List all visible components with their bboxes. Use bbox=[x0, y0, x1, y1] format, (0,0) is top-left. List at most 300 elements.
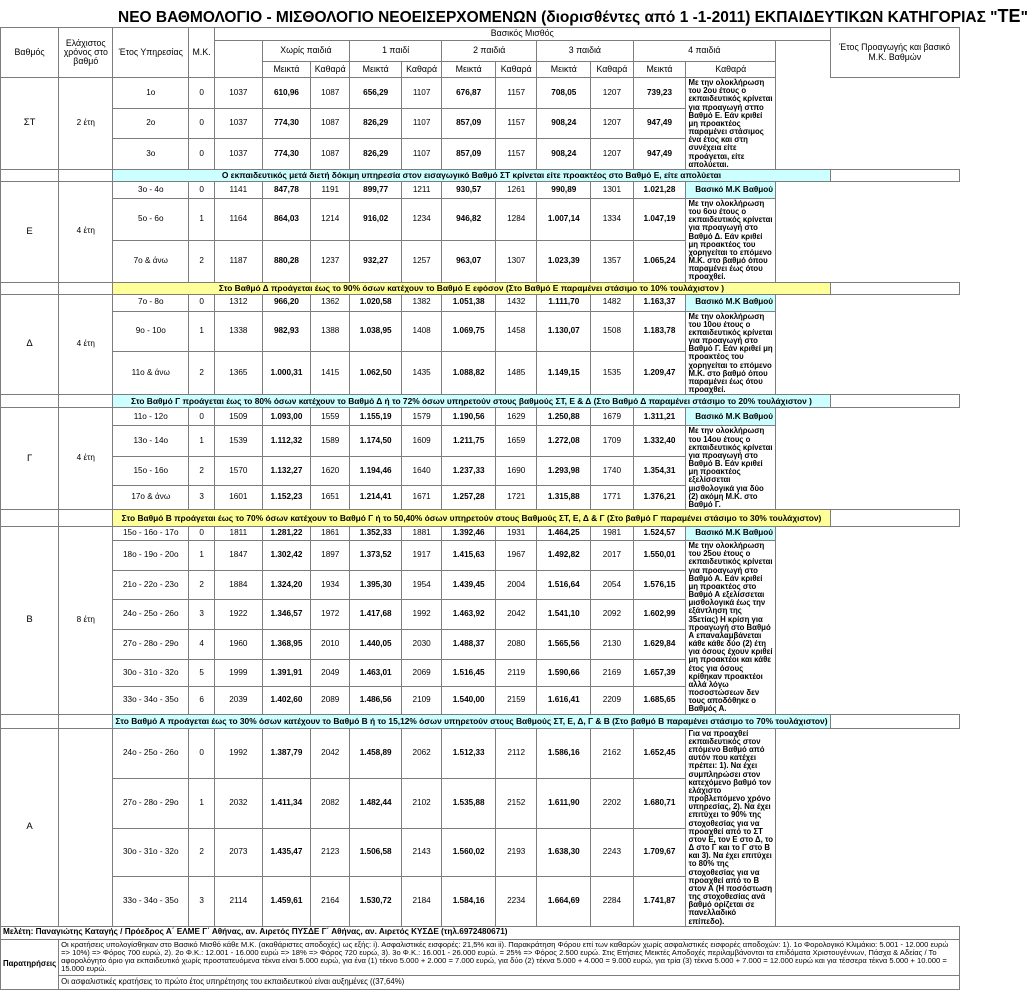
salary-cell: 1.440,05 bbox=[350, 629, 402, 659]
salary-cell: 1.411,34 bbox=[262, 778, 311, 828]
salary-cell: 1.463,92 bbox=[442, 600, 496, 630]
salary-cell: 1.111,70 bbox=[537, 294, 591, 311]
basic-mk-label: Βασικό Μ.Κ Βαθμού bbox=[686, 408, 776, 426]
salary-cell: 1037 bbox=[215, 108, 263, 139]
salary-cell: 2164 bbox=[311, 876, 350, 926]
salary-cell: 1690 bbox=[496, 457, 537, 486]
salary-cell: 7ο & άνω bbox=[113, 240, 189, 282]
grade-st: ΣΤ bbox=[1, 78, 59, 170]
salary-cell: 1.516,64 bbox=[537, 570, 591, 600]
salary-cell: 899,77 bbox=[350, 181, 402, 198]
salary-cell: 1.293,98 bbox=[537, 457, 591, 486]
salary-cell: 930,57 bbox=[442, 181, 496, 198]
salary-cell: 774,30 bbox=[262, 139, 311, 170]
header-gross: Μεικτά bbox=[633, 62, 686, 78]
salary-cell: 2234 bbox=[496, 876, 537, 926]
header-net: Καθαρά bbox=[496, 62, 537, 78]
category-code: ΤΕ bbox=[997, 6, 1021, 26]
salary-cell: 1211 bbox=[402, 181, 442, 198]
salary-cell: 1.051,38 bbox=[442, 294, 496, 311]
salary-cell: 1037 bbox=[215, 139, 263, 170]
salary-cell: 1.395,30 bbox=[350, 570, 402, 600]
salary-cell: 0 bbox=[189, 728, 215, 778]
salary-cell: 1415 bbox=[311, 352, 350, 395]
promotion-note-g: Με την ολοκλήρωση του 14ου έτους ο εκπαιδευτικός κρίνεται για προαγωγή στο Βαθμό Β. Εάν κριθεί μη προακτέος εξελίσσεται μισθολογικά για δύο (2) ακόμη Μ.Κ. στο Βαθμό Γ. bbox=[686, 426, 776, 510]
salary-cell: 932,27 bbox=[350, 240, 402, 282]
salary-cell: 610,96 bbox=[262, 78, 311, 109]
salary-cell: 1629 bbox=[496, 408, 537, 426]
salary-cell: 1.257,28 bbox=[442, 486, 496, 510]
header-year: Έτος Υπηρεσίας bbox=[113, 28, 189, 78]
salary-cell: 1.584,16 bbox=[442, 876, 496, 926]
salary-cell: 1.155,19 bbox=[350, 408, 402, 426]
salary-cell: 1.088,82 bbox=[442, 352, 496, 395]
salary-cell: 2042 bbox=[496, 600, 537, 630]
salary-cell: 0 bbox=[189, 527, 215, 541]
salary-cell: 1.209,47 bbox=[633, 352, 686, 395]
salary-cell: 2039 bbox=[215, 687, 263, 715]
salary-cell: 1432 bbox=[496, 294, 537, 311]
salary-cell: 1087 bbox=[311, 139, 350, 170]
salary-cell: 1.415,63 bbox=[442, 541, 496, 571]
salary-cell: 1931 bbox=[496, 527, 537, 541]
salary-cell: 1.332,40 bbox=[633, 426, 686, 457]
salary-cell: 1037 bbox=[215, 78, 263, 109]
salary-cell: 1539 bbox=[215, 426, 263, 457]
bar-left bbox=[1, 282, 59, 294]
salary-cell: 1.324,20 bbox=[262, 570, 311, 600]
salary-cell: 1559 bbox=[311, 408, 350, 426]
salary-cell: 1207 bbox=[591, 108, 633, 139]
salary-cell: 1.194,46 bbox=[350, 457, 402, 486]
bar-right bbox=[830, 169, 960, 181]
salary-cell: 2162 bbox=[591, 728, 633, 778]
salary-cell: 1.214,41 bbox=[350, 486, 402, 510]
salary-cell: 18ο - 19ο - 20ο bbox=[113, 541, 189, 571]
salary-cell: 1.541,10 bbox=[537, 600, 591, 630]
salary-cell: 2159 bbox=[496, 687, 537, 715]
salary-cell: 1301 bbox=[591, 181, 633, 198]
salary-cell: 1.190,56 bbox=[442, 408, 496, 426]
salary-cell: 857,09 bbox=[442, 108, 496, 139]
salary-cell: 1.352,33 bbox=[350, 527, 402, 541]
salary-cell: 1.516,45 bbox=[442, 659, 496, 687]
salary-cell: 2 bbox=[189, 457, 215, 486]
salary-cell: 1.174,50 bbox=[350, 426, 402, 457]
salary-cell: 1659 bbox=[496, 426, 537, 457]
salary-cell: 847,78 bbox=[262, 181, 311, 198]
salary-cell: 1.065,24 bbox=[633, 240, 686, 282]
salary-cell: 1.387,79 bbox=[262, 728, 311, 778]
salary-cell: 1972 bbox=[311, 600, 350, 630]
header-gross: Μεικτά bbox=[442, 62, 496, 78]
salary-cell: 1671 bbox=[402, 486, 442, 510]
salary-cell: 1811 bbox=[215, 527, 263, 541]
salary-cell: 1.392,46 bbox=[442, 527, 496, 541]
salary-cell: 2ο bbox=[113, 108, 189, 139]
promotion-note-b: Με την ολοκλήρωση του 25ου έτους ο εκπαιδευτικός κρίνεται για προαγωγή στο Βαθμό Α. Εάν κριθεί μη προακτέος στο Βαθμό Α εξελίσσεται μισθολογικά έως την εξάντληση της 35ετίας) Η κρίση για προαγωγή στο Βαθμό Α επαναλαμβάνεται κάθε κάθε δύο (2) έτη για όσους έχουν κριθεί μη προακτέοι και κάθε έτος για όσους κρίθηκαν προακτέοι αλλά λόγω ποσοστώσεων δεν τους αποδόθηκε ο Βαθμός Α. bbox=[686, 541, 776, 715]
salary-cell: 2243 bbox=[591, 828, 633, 876]
salary-cell: 1382 bbox=[402, 294, 442, 311]
page-title bbox=[118, 6, 1028, 28]
salary-cell: 1257 bbox=[402, 240, 442, 282]
salary-cell: 1.250,88 bbox=[537, 408, 591, 426]
salary-cell: 1.130,07 bbox=[537, 311, 591, 352]
salary-cell: 1771 bbox=[591, 486, 633, 510]
min-time-e: 4 έτη bbox=[59, 181, 113, 282]
salary-cell: 1.560,02 bbox=[442, 828, 496, 876]
salary-cell: 1187 bbox=[215, 240, 263, 282]
salary-cell: 0 bbox=[189, 78, 215, 109]
salary-cell: 1.540,00 bbox=[442, 687, 496, 715]
bar-left bbox=[1, 714, 59, 728]
salary-cell: 1881 bbox=[402, 527, 442, 541]
salary-cell: 990,89 bbox=[537, 181, 591, 198]
salary-cell: 2284 bbox=[591, 876, 633, 926]
salary-cell: 1.183,78 bbox=[633, 311, 686, 352]
rule-bar-d: Στο Βαθμό Γ προάγεται έως το 80% όσων κατέχουν το Βαθμό Δ ή το 72% όσων υπηρετούν στους βαθμούς ΣΤ, Ε & Δ (Στο Βαθμό Δ παραμένει στάσιμο το 20% τουλάχιστον ) bbox=[113, 395, 830, 408]
rule-bar-g: Στο Βαθμό Β προάγεται έως το 70% όσων κατέχουν το Βαθμό Γ ή το 50,40% όσων υπηρετούν στους Βαθμούς ΣΤ, Ε, Δ & Γ (Στο βαθμό Γ παραμένει στάσιμο το 30% τουλάχιστον) bbox=[113, 510, 830, 527]
salary-cell: 982,93 bbox=[262, 311, 311, 352]
salary-cell: 1861 bbox=[311, 527, 350, 541]
basic-mk-label: Βασικό Μ.Κ Βαθμού bbox=[686, 294, 776, 311]
remarks-label: Παρατηρήσεις bbox=[1, 939, 59, 989]
salary-cell: 1.373,52 bbox=[350, 541, 402, 571]
salary-cell: 1.281,22 bbox=[262, 527, 311, 541]
salary-cell: 1967 bbox=[496, 541, 537, 571]
bar-right bbox=[830, 510, 960, 527]
salary-cell: 1.590,66 bbox=[537, 659, 591, 687]
salary-cell: 1.311,21 bbox=[633, 408, 686, 426]
salary-cell: 3ο bbox=[113, 139, 189, 170]
salary-cell: 1.391,91 bbox=[262, 659, 311, 687]
salary-cell: 1207 bbox=[591, 78, 633, 109]
basic-mk-label: Βασικό Μ.Κ Βαθμού bbox=[686, 181, 776, 198]
salary-cell: 2202 bbox=[591, 778, 633, 828]
salary-cell: 1.685,65 bbox=[633, 687, 686, 715]
salary-cell: 1.550,01 bbox=[633, 541, 686, 571]
salary-cell: 0 bbox=[189, 408, 215, 426]
salary-cell: 1.132,27 bbox=[262, 457, 311, 486]
header-basic-salary: Βασικός Μισθός bbox=[215, 28, 830, 41]
salary-cell: 1.346,57 bbox=[262, 600, 311, 630]
grade-d: Δ bbox=[1, 294, 59, 395]
salary-cell: 1.112,32 bbox=[262, 426, 311, 457]
header-basic-blank bbox=[215, 41, 263, 78]
grade-b: Β bbox=[1, 527, 59, 715]
promotion-note-a: Για να προαχθεί εκπαιδευτικός στον επόμενο Βαθμό από αυτόν που κατέχει πρέπει: 1). Να έχει συμπληρώσει στον κατεχόμενο βαθμό τον ελάχιστο προβλεπόμενο χρόνο υπηρεσίας, 2). Να έχει επιτύχει το 90% της στοχοθεσίας για να προαχθεί από το ΣΤ στον Ε, τον Ε στο Δ, το Δ στο Γ και το Γ στο Β και 3). Να έχει επιτύχει το 80% της στοχοθεσίας για να προαχθεί από το Β στον Α (Η ποσόστωση της στοχοθεσίας ανά βαθμό ορίζεται σε πανελλαδικό επίπεδο). bbox=[686, 728, 776, 926]
salary-cell: 946,82 bbox=[442, 198, 496, 240]
salary-cell: 2123 bbox=[311, 828, 350, 876]
salary-cell: 1508 bbox=[591, 311, 633, 352]
salary-cell: 1.093,00 bbox=[262, 408, 311, 426]
salary-cell: 1.709,67 bbox=[633, 828, 686, 876]
salary-cell: 1884 bbox=[215, 570, 263, 600]
salary-cell: 0 bbox=[189, 139, 215, 170]
bar-right bbox=[830, 714, 960, 728]
salary-cell: 30ο - 31ο - 32ο bbox=[113, 659, 189, 687]
salary-cell: 2 bbox=[189, 828, 215, 876]
salary-cell: 1579 bbox=[402, 408, 442, 426]
salary-cell: 24ο - 25ο - 26ο bbox=[113, 600, 189, 630]
salary-cell: 1 bbox=[189, 311, 215, 352]
salary-cell: 27ο - 28ο - 29ο bbox=[113, 629, 189, 659]
salary-cell: 1.664,69 bbox=[537, 876, 591, 926]
header-net: Καθαρά bbox=[591, 62, 633, 78]
salary-cell: 1 bbox=[189, 426, 215, 457]
salary-cell: 5ο - 6ο bbox=[113, 198, 189, 240]
salary-cell: 1601 bbox=[215, 486, 263, 510]
salary-cell: 11ο - 12ο bbox=[113, 408, 189, 426]
salary-cell: 2143 bbox=[402, 828, 442, 876]
salary-cell: 2102 bbox=[402, 778, 442, 828]
salary-cell: 1338 bbox=[215, 311, 263, 352]
salary-grid bbox=[0, 27, 960, 990]
remarks-text: Οι κρατήσεις υπολογίσθηκαν στο Βασικό Μισθό κάθε Μ.Κ. (ακαθάριστες αποδοχές) ως εξής: i). Ασφαλιστικές εισφορές: 21,5% και ii). Παρακράτηση Φόρου επί των καθαρών χωρίς ασφαλιστικές εισφορές αποδοχών: 1). 1ο Φορολογικό Κλιμάκιο: 5.001 - 12.000 ευρώ => 10%) => Φόρος 700 ευρώ, 2). 2ο Φ.Κ.: 12.001 - 16.000 ευρώ => 18% => Φόρος 720 ευρώ, 3). 3ο Φ.Κ.: 16.001 - 26.000 ευρώ. = 25% => Φόρος 2.500 ευρώ. Στις Ετήσιες Μεικτές Αποδοχές περιλαμβάνονται τα επιδόματα Χριστουγέννων, Πάσχα & Αδείας / Το αφορολόγητο όριο για εκπαιδευτικό χωρίς προστατευόμενα τέκνα είναι 5.000 ευρώ, για ένα (1) τέκνο 5.000 + 2.000 = 7.000 ευρώ, για δύο (2) τέκνα 5.000 + 4.000 = 9.000 ευρώ, για τρία (3) τέκνα 5.000 + 7.000 = 12.000 ευρώ και για τέσσερα τέκνα 5.000 + 10.000 = 15.000 ευρώ. bbox=[59, 939, 960, 975]
salary-cell: 1261 bbox=[496, 181, 537, 198]
promotion-note-e: Με την ολοκλήρωση του 6ου έτους ο εκπαιδευτικός κρίνεται για προαγωγή στο Βαθμό Δ. Εάν κριθεί μη προακτέος του χορηγείται το επόμενο Μ.Κ. στο βαθμό όπου παραμένει έως ότου προαχθεί. bbox=[686, 198, 776, 282]
salary-cell: 1.047,19 bbox=[633, 198, 686, 240]
grade-g: Γ bbox=[1, 408, 59, 510]
salary-cell: 1.435,47 bbox=[262, 828, 311, 876]
salary-cell: 30ο - 31ο - 32ο bbox=[113, 828, 189, 876]
salary-cell: 1.417,68 bbox=[350, 600, 402, 630]
bar-left bbox=[59, 169, 113, 181]
salary-cell: 1.629,84 bbox=[633, 629, 686, 659]
salary-cell: 864,03 bbox=[262, 198, 311, 240]
salary-cell: 2092 bbox=[591, 600, 633, 630]
header-gross: Μεικτά bbox=[537, 62, 591, 78]
salary-cell: 1312 bbox=[215, 294, 263, 311]
salary-cell: 1.020,58 bbox=[350, 294, 402, 311]
study-credit: Μελέτη: Παναγιώτης Καταγής / Πρόεδρος Α΄ ΕΛΜΕ Γ΄ Αθήνας, αν. Αιρετός ΠΥΣΔΕ Γ΄ Αθήνας, αν. Αιρετός ΚΥΣΔΕ (τηλ.6972480671) bbox=[1, 926, 960, 939]
salary-cell: 1.506,58 bbox=[350, 828, 402, 876]
salary-cell: 2112 bbox=[496, 728, 537, 778]
salary-cell: 1740 bbox=[591, 457, 633, 486]
salary-cell: 1.062,50 bbox=[350, 352, 402, 395]
salary-cell: 1 bbox=[189, 541, 215, 571]
salary-cell: 1435 bbox=[402, 352, 442, 395]
salary-cell: 1651 bbox=[311, 486, 350, 510]
salary-cell: 1.038,95 bbox=[350, 311, 402, 352]
rule-bar-b: Στο Βαθμό Α προάγεται έως το 30% όσων κατέχουν το Βαθμό Β ή το 15,12% όσων υπηρετούν στους Βαθμούς ΣΤ, Ε, Δ, Γ & Β (Στο βαθμό Β παραμένει στάσιμο το 70% τουλάχιστον) bbox=[113, 714, 830, 728]
salary-cell: 1589 bbox=[311, 426, 350, 457]
salary-cell: 1107 bbox=[402, 139, 442, 170]
salary-cell: 1408 bbox=[402, 311, 442, 352]
salary-cell: 1.023,39 bbox=[537, 240, 591, 282]
salary-cell: 2049 bbox=[311, 659, 350, 687]
salary-cell: 1.463,01 bbox=[350, 659, 402, 687]
salary-cell: 1.486,56 bbox=[350, 687, 402, 715]
salary-cell: 1.354,31 bbox=[633, 457, 686, 486]
salary-cell: 4 bbox=[189, 629, 215, 659]
salary-cell: 2030 bbox=[402, 629, 442, 659]
salary-cell: 1721 bbox=[496, 486, 537, 510]
salary-cell: 1934 bbox=[311, 570, 350, 600]
salary-cell: 1107 bbox=[402, 78, 442, 109]
salary-cell: 739,23 bbox=[633, 78, 686, 109]
salary-cell: 1107 bbox=[402, 108, 442, 139]
bar-left bbox=[59, 395, 113, 408]
salary-cell: 0 bbox=[189, 108, 215, 139]
salary-cell: 27ο - 28ο - 29ο bbox=[113, 778, 189, 828]
salary-cell: 1640 bbox=[402, 457, 442, 486]
bar-left bbox=[59, 714, 113, 728]
salary-cell: 1.439,45 bbox=[442, 570, 496, 600]
salary-cell: 1.488,37 bbox=[442, 629, 496, 659]
salary-cell: 1.530,72 bbox=[350, 876, 402, 926]
salary-cell: 21ο - 22ο - 23ο bbox=[113, 570, 189, 600]
header-grade: Βαθμός bbox=[1, 28, 59, 78]
salary-cell: 1.616,41 bbox=[537, 687, 591, 715]
header-children-2: 2 παιδιά bbox=[442, 41, 537, 62]
salary-cell: 1.565,56 bbox=[537, 629, 591, 659]
salary-cell: 2089 bbox=[311, 687, 350, 715]
salary-cell: 1087 bbox=[311, 78, 350, 109]
salary-cell: 1207 bbox=[591, 139, 633, 170]
salary-cell: 17ο & άνω bbox=[113, 486, 189, 510]
salary-cell: 1362 bbox=[311, 294, 350, 311]
salary-cell: 0 bbox=[189, 294, 215, 311]
salary-cell: 15ο - 16ο bbox=[113, 457, 189, 486]
salary-cell: 1954 bbox=[402, 570, 442, 600]
salary-cell: 15ο - 16ο - 17ο bbox=[113, 527, 189, 541]
salary-cell: 1307 bbox=[496, 240, 537, 282]
salary-cell: 1620 bbox=[311, 457, 350, 486]
salary-cell: 1917 bbox=[402, 541, 442, 571]
salary-cell: 1214 bbox=[311, 198, 350, 240]
header-gross: Μεικτά bbox=[262, 62, 311, 78]
salary-cell: 1.586,16 bbox=[537, 728, 591, 778]
salary-cell: 5 bbox=[189, 659, 215, 687]
title-text: ΝΕΟ ΒΑΘΜΟΛΟΓΙΟ - ΜΙΣΘΟΛΟΓΙΟ ΝΕΟΕΙΣΕΡΧΟΜΕΝΩΝ (διορισθέντες από 1 -1-2011) ΕΚΠΑΙΔΕΥΤΙΚΩΝ ΚΑΤΗΓΟΡΙΑΣ " bbox=[118, 9, 998, 26]
salary-cell: 774,30 bbox=[262, 108, 311, 139]
salary-cell: 1.021,28 bbox=[633, 181, 686, 198]
salary-cell: 1.611,90 bbox=[537, 778, 591, 828]
salary-cell: 1157 bbox=[496, 139, 537, 170]
salary-cell: 2017 bbox=[591, 541, 633, 571]
salary-cell: 1.482,44 bbox=[350, 778, 402, 828]
salary-cell: 2042 bbox=[311, 728, 350, 778]
salary-cell: 1.376,21 bbox=[633, 486, 686, 510]
header-children-0: Χωρίς παιδιά bbox=[262, 41, 350, 62]
min-time-d: 4 έτη bbox=[59, 294, 113, 395]
salary-cell: 1.535,88 bbox=[442, 778, 496, 828]
salary-cell: 2119 bbox=[496, 659, 537, 687]
grade-e: Ε bbox=[1, 181, 59, 282]
salary-cell: 1922 bbox=[215, 600, 263, 630]
salary-cell: 13ο - 14ο bbox=[113, 426, 189, 457]
salary-cell: 1999 bbox=[215, 659, 263, 687]
salary-cell: 1141 bbox=[215, 181, 263, 198]
salary-cell: 1.152,23 bbox=[262, 486, 311, 510]
salary-cell: 1.464,25 bbox=[537, 527, 591, 541]
salary-cell: 1897 bbox=[311, 541, 350, 571]
salary-cell: 1.638,30 bbox=[537, 828, 591, 876]
salary-cell: 2114 bbox=[215, 876, 263, 926]
salary-cell: 33ο - 34ο - 35ο bbox=[113, 687, 189, 715]
salary-cell: 1992 bbox=[215, 728, 263, 778]
salary-cell: 1535 bbox=[591, 352, 633, 395]
salary-cell: 1ο bbox=[113, 78, 189, 109]
salary-cell: 2130 bbox=[591, 629, 633, 659]
rule-bar-e: Στο Βαθμό Δ προάγεται έως το 90% όσων κατέχουν το Βαθμό Ε εφόσον (Στο Βαθμό Ε παραμένει στάσιμο το 10% τουλάχιστον ) bbox=[113, 282, 830, 294]
bar-left bbox=[59, 282, 113, 294]
salary-cell: 9ο - 10ο bbox=[113, 311, 189, 352]
salary-cell: 11ο & άνω bbox=[113, 352, 189, 395]
salary-cell: 2054 bbox=[591, 570, 633, 600]
salary-cell: 1981 bbox=[591, 527, 633, 541]
salary-cell: 963,07 bbox=[442, 240, 496, 282]
header-net: Καθαρά bbox=[402, 62, 442, 78]
salary-cell: 1570 bbox=[215, 457, 263, 486]
header-children-4: 4 παιδιά bbox=[633, 41, 776, 62]
salary-cell: 1509 bbox=[215, 408, 263, 426]
salary-cell: 947,49 bbox=[633, 108, 686, 139]
salary-cell: 1992 bbox=[402, 600, 442, 630]
salary-cell: 2169 bbox=[591, 659, 633, 687]
salary-cell: 1 bbox=[189, 778, 215, 828]
salary-cell: 656,29 bbox=[350, 78, 402, 109]
salary-cell: 947,49 bbox=[633, 139, 686, 170]
salary-cell: 2032 bbox=[215, 778, 263, 828]
salary-cell: 708,05 bbox=[537, 78, 591, 109]
salary-cell: 1482 bbox=[591, 294, 633, 311]
salary-cell: 1.368,95 bbox=[262, 629, 311, 659]
salary-cell: 1.652,45 bbox=[633, 728, 686, 778]
bar-left bbox=[1, 395, 59, 408]
salary-cell: 1.302,42 bbox=[262, 541, 311, 571]
salary-cell: 1709 bbox=[591, 426, 633, 457]
salary-cell: 2109 bbox=[402, 687, 442, 715]
header-children-1: 1 παιδί bbox=[350, 41, 442, 62]
salary-cell: 1.602,99 bbox=[633, 600, 686, 630]
bar-right bbox=[830, 395, 960, 408]
salary-cell: 1.576,15 bbox=[633, 570, 686, 600]
salary-cell: 1365 bbox=[215, 352, 263, 395]
salary-cell: 1.657,39 bbox=[633, 659, 686, 687]
salary-cell: 1.272,08 bbox=[537, 426, 591, 457]
rule-bar-st: Ο εκπαιδευτικός μετά διετή δόκιμη υπηρεσία στον εισαγωγικό Βαθμό ΣΤ κρίνεται είτε προακτέος στο Βαθμό Ε, είτε απολύεται bbox=[113, 169, 830, 181]
salary-cell: 2062 bbox=[402, 728, 442, 778]
salary-cell: 2073 bbox=[215, 828, 263, 876]
promotion-note-st: Με την ολοκλήρωση του 2ου έτους ο εκπαιδευτικός κρίνεται για προαγωγή στπο Βαθμό Ε. Εάν κριθεί μη προακτέος παραμένει στάσιμος ένα έτος και στη συνέχεια είτε προάγεται, είτε απολύεται. bbox=[686, 78, 776, 170]
salary-cell: 2010 bbox=[311, 629, 350, 659]
header-gross: Μεικτά bbox=[350, 62, 402, 78]
salary-cell: 1.211,75 bbox=[442, 426, 496, 457]
salary-cell: 1.069,75 bbox=[442, 311, 496, 352]
header-net: Καθαρά bbox=[686, 62, 776, 78]
salary-cell: 2193 bbox=[496, 828, 537, 876]
salary-cell: 908,24 bbox=[537, 108, 591, 139]
salary-cell: 3 bbox=[189, 876, 215, 926]
salary-cell: 2004 bbox=[496, 570, 537, 600]
salary-cell: 1679 bbox=[591, 408, 633, 426]
salary-cell: 2 bbox=[189, 570, 215, 600]
header-net: Καθαρά bbox=[311, 62, 350, 78]
salary-cell: 1.492,82 bbox=[537, 541, 591, 571]
header-min-time: Ελάχιστος χρόνος στο βαθμό bbox=[59, 28, 113, 78]
salary-cell: 880,28 bbox=[262, 240, 311, 282]
salary-cell: 1.524,57 bbox=[633, 527, 686, 541]
min-time-b: 8 έτη bbox=[59, 527, 113, 715]
bar-right bbox=[830, 282, 960, 294]
salary-cell: 1847 bbox=[215, 541, 263, 571]
salary-cell: 1087 bbox=[311, 108, 350, 139]
salary-cell: 2 bbox=[189, 240, 215, 282]
salary-cell: 1.458,89 bbox=[350, 728, 402, 778]
salary-cell: 1.402,60 bbox=[262, 687, 311, 715]
